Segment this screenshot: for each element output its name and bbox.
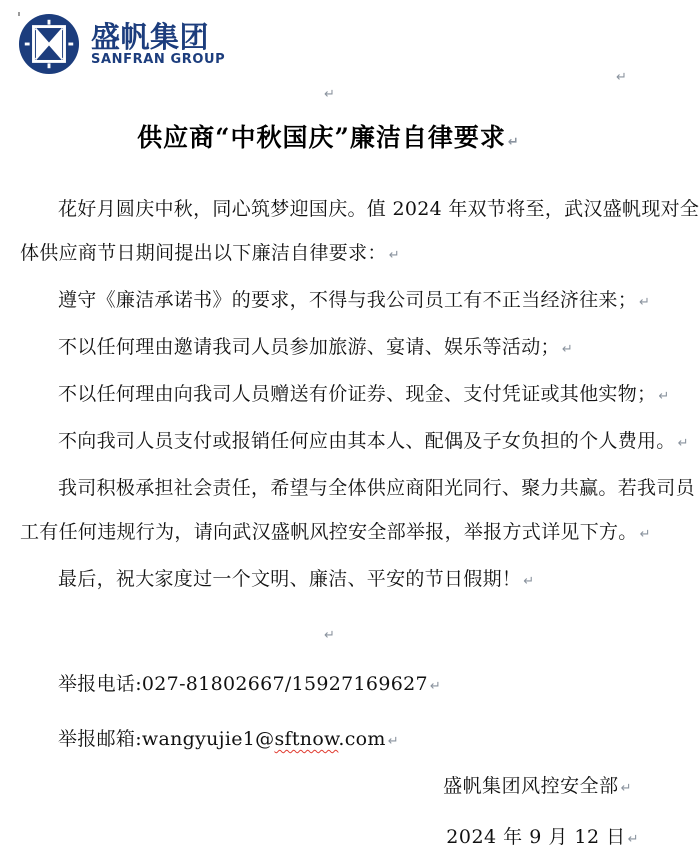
document-body [20, 187, 699, 764]
paragraph-line-text: 不以任何理由向我司人员赠送有价证券、现金、支付凭证或其他实物； [58, 383, 657, 405]
paragraph-mark: ↵ [429, 679, 442, 694]
logo-chinese-name: 盛帆集团 [91, 19, 210, 54]
logo-english-name: SANFRAN GROUP [91, 51, 226, 67]
paragraph-line [20, 325, 637, 372]
title-text: 供应商“中秋国庆”廉洁自律要求 [137, 123, 506, 152]
paragraph-closing [20, 557, 637, 604]
paragraph-mark: ↵ [627, 832, 639, 847]
paragraph-mark: ↵ [677, 436, 689, 451]
paragraph-line-text: 工有任何违规行为，请向武汉盛帆风控安全部举报，举报方式详见下方。 [20, 521, 638, 543]
paragraph-line [20, 372, 670, 419]
paragraph-mark: ↵ [388, 248, 400, 263]
paragraph-line [20, 510, 651, 557]
report-email-line [20, 717, 637, 764]
logo-text-block [91, 19, 226, 67]
paragraph-line [20, 231, 637, 278]
paragraph-line-text: 不以任何理由邀请我司人员参加旅游、宴请、娱乐等活动； [58, 336, 560, 358]
paragraph-mark: ↵ [324, 87, 335, 102]
paragraph-line: 我司积极承担社会责任，希望与全体供应商阳光同行、聚力共赢。若我司员 [58, 477, 695, 499]
date-text: 2024 年 9 月 12 日 [446, 826, 626, 848]
paragraph-mark: ↵ [507, 135, 520, 150]
paragraph-line: 花好月圆庆中秋，同心筑梦迎国庆。值 2024 年双节将至，武汉盛帆现对全 [58, 198, 699, 220]
paragraph-mark: ↵ [616, 70, 627, 85]
department-text: 盛帆集团风控安全部 [443, 775, 619, 797]
paragraph-line-text: 不向我司人员支付或报销任何应由其本人、配偶及子女负担的个人费用。 [58, 430, 676, 452]
paragraph-line [20, 717, 637, 764]
company-logo [18, 12, 657, 76]
paragraph-responsibility [20, 466, 695, 557]
empty-paragraph [0, 76, 657, 112]
document-title [20, 118, 637, 163]
paragraph-intro [20, 187, 699, 278]
empty-paragraph [20, 612, 637, 658]
paragraph-mark: ↵ [324, 628, 335, 643]
paragraph-line [20, 419, 689, 466]
report-phone-text: 举报电话:027-81802667/15927169627 [58, 673, 428, 695]
paragraph-rule-3 [20, 372, 670, 419]
report-email-prefix: 举报邮箱:wangyujie1@ [58, 728, 275, 750]
report-phone-line [20, 662, 637, 709]
paragraph-line [20, 662, 637, 709]
document-page [0, 12, 699, 848]
paragraph-line [20, 557, 637, 604]
paragraph-line-text: 遵守《廉洁承诺书》的要求，不得与我公司员工有不正当经济往来； [58, 289, 638, 311]
report-email-suffix: .com [338, 728, 386, 750]
spellcheck-flagged-text: sftnow [274, 728, 339, 750]
paragraph-mark: ↵ [639, 295, 651, 310]
paragraph-line-text: 最后，祝大家度过一个文明、廉洁、平安的节日假期！ [58, 568, 522, 590]
paragraph-mark: ↵ [387, 734, 399, 749]
paragraph-mark: ↵ [658, 389, 670, 404]
cursor-artifact [18, 12, 20, 16]
paragraph-line-text: 体供应商节日期间提出以下廉洁自律要求： [20, 242, 387, 264]
paragraph-rule-1 [20, 278, 651, 325]
paragraph-rule-4 [20, 419, 689, 466]
paragraph-mark: ↵ [561, 342, 574, 357]
paragraph-mark: ↵ [620, 781, 632, 796]
signature-date [20, 815, 639, 862]
sanfran-logo-icon [18, 13, 80, 75]
paragraph-mark: ↵ [523, 574, 535, 589]
paragraph-mark: ↵ [639, 527, 651, 542]
signature-department [20, 764, 632, 811]
paragraph-rule-2 [20, 325, 637, 372]
paragraph-line [20, 278, 651, 325]
